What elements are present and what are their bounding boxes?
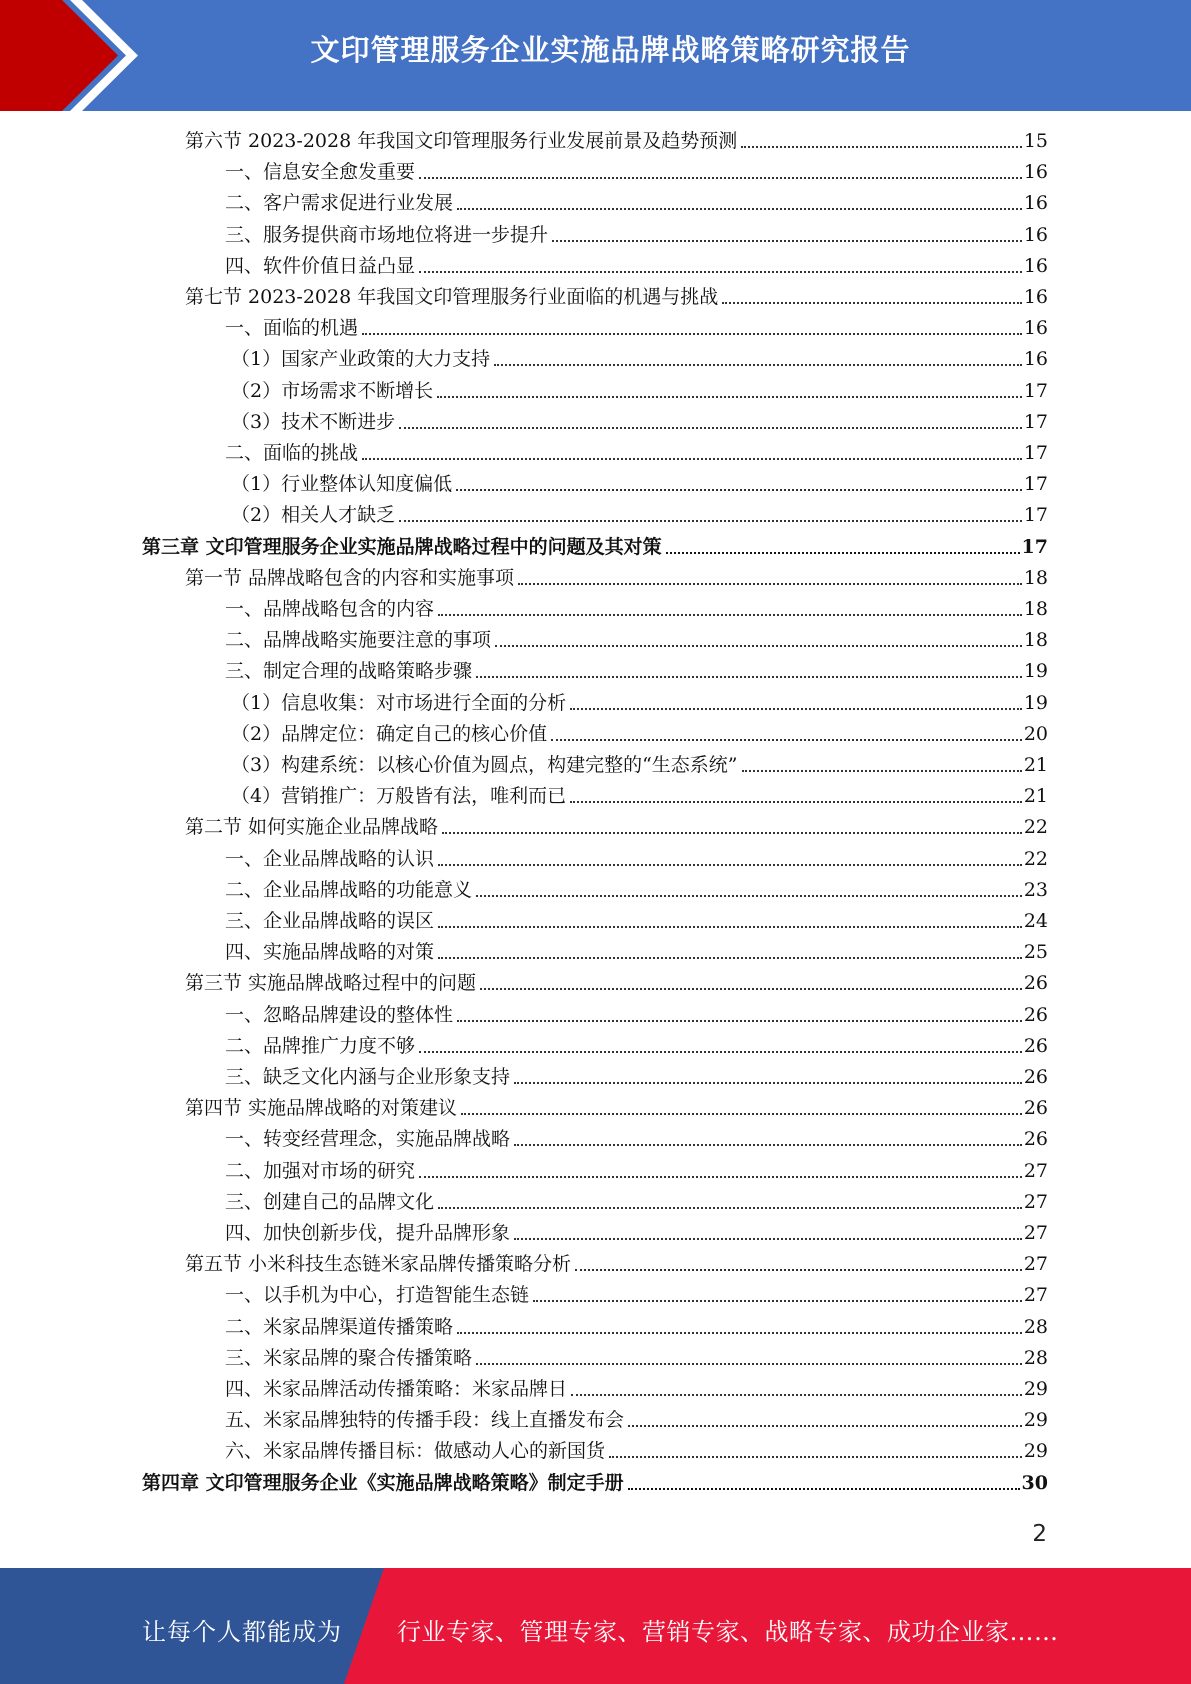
toc-entry-page: 22 — [1023, 816, 1048, 839]
toc-leader-dots — [476, 895, 1022, 897]
toc-entry-label: （3）构建系统：以核心价值为圆点，构建完整的“生态系统” — [231, 754, 738, 776]
toc-leader-dots — [362, 333, 1022, 335]
toc-leader-dots — [362, 458, 1022, 460]
toc-leader-dots — [438, 1207, 1022, 1209]
toc-entry-page: 17 — [1021, 535, 1048, 558]
toc-leader-dots — [476, 1363, 1022, 1365]
toc-subsection-entry[interactable] — [225, 938, 1048, 966]
toc-entry-page: 18 — [1023, 566, 1048, 589]
toc-entry-page: 20 — [1023, 722, 1048, 745]
toc-subsection-entry[interactable] — [231, 782, 1048, 810]
toc-chapter-entry[interactable] — [142, 533, 1048, 561]
toc-leader-dots — [570, 801, 1022, 803]
toc-leader-dots — [494, 364, 1022, 366]
toc-entry-page: 25 — [1023, 941, 1048, 964]
toc-subsection-entry[interactable] — [225, 595, 1048, 623]
toc-leader-dots — [518, 583, 1022, 585]
toc-leader-dots — [399, 427, 1022, 429]
toc-leader-dots — [742, 770, 1022, 772]
toc-leader-dots — [456, 489, 1022, 491]
toc-subsection-entry[interactable] — [225, 252, 1048, 280]
toc-entry-label: （1）行业整体认知度偏低 — [231, 473, 453, 496]
toc-entry-label: 四、实施品牌战略的对策 — [225, 941, 435, 964]
toc-entry-label: （1）信息收集：对市场进行全面的分析 — [231, 691, 567, 714]
toc-leader-dots — [575, 1269, 1022, 1271]
toc-leader-dots — [514, 1238, 1022, 1240]
toc-subsection-entry[interactable] — [225, 439, 1048, 467]
page-number: 2 — [1032, 1521, 1047, 1547]
toc-leader-dots — [438, 864, 1022, 866]
toc-subsection-entry[interactable] — [231, 408, 1048, 436]
toc-subsection-entry[interactable] — [225, 1375, 1048, 1403]
toc-entry-page: 19 — [1023, 660, 1048, 683]
toc-entry-label: （2）市场需求不断增长 — [231, 379, 434, 402]
toc-entry-page: 17 — [1023, 442, 1048, 464]
toc-entry-page: 27 — [1023, 1253, 1048, 1276]
toc-leader-dots — [609, 1456, 1022, 1458]
toc-leader-dots — [570, 708, 1022, 710]
toc-leader-dots — [495, 645, 1022, 647]
toc-subsection-entry[interactable] — [225, 876, 1048, 904]
toc-entry-page: 17 — [1023, 379, 1048, 402]
toc-leader-dots — [437, 396, 1022, 398]
toc-subsection-entry[interactable] — [231, 689, 1048, 717]
toc-entry-label: 一、忽略品牌建设的整体性 — [225, 1003, 454, 1026]
toc-subsection-entry[interactable] — [225, 314, 1048, 342]
toc-leader-dots — [438, 614, 1022, 616]
toc-subsection-entry[interactable] — [231, 501, 1048, 529]
toc-entry-page: 29 — [1023, 1409, 1048, 1432]
toc-entry-page: 24 — [1023, 910, 1048, 932]
toc-entry-label: 三、缺乏文化内涵与企业形象支持 — [225, 1066, 511, 1088]
toc-entry-page: 15 — [1023, 130, 1048, 152]
toc-entry-label: 一、以手机为中心，打造智能生态链 — [225, 1284, 530, 1307]
toc-leader-dots — [419, 1176, 1022, 1178]
toc-entry-label: 六、米家品牌传播目标：做感动人心的新国货 — [225, 1440, 606, 1463]
toc-entry-label: 一、面临的机遇 — [225, 317, 359, 340]
toc-leader-dots — [419, 271, 1022, 273]
toc-entry-page: 26 — [1023, 972, 1048, 995]
toc-entry-label: 第五节 小米科技生态链米家品牌传播策略分析 — [185, 1253, 572, 1276]
toc-entry-label: 第三章 文印管理服务企业实施品牌战略过程中的问题及其对策 — [142, 535, 662, 558]
toc-subsection-entry[interactable] — [225, 1219, 1048, 1247]
toc-entry-label: 二、米家品牌渠道传播策略 — [225, 1315, 454, 1338]
toc-entry-label: （1）国家产业政策的大力支持 — [231, 348, 491, 371]
toc-entry-page: 19 — [1023, 691, 1048, 714]
toc-entry-label: 一、转变经营理念，实施品牌战略 — [225, 1128, 511, 1151]
toc-entry-label: 二、客户需求促进行业发展 — [225, 192, 454, 215]
toc-leader-dots — [457, 208, 1022, 210]
toc-entry-page: 21 — [1023, 785, 1048, 808]
toc-subsection-entry[interactable] — [231, 751, 1048, 779]
toc-leader-dots — [457, 1020, 1022, 1022]
toc-leader-dots — [514, 1082, 1022, 1084]
toc-entry-page: 27 — [1023, 1190, 1048, 1213]
toc-leader-dots — [419, 1051, 1022, 1053]
toc-entry-page: 27 — [1023, 1284, 1048, 1307]
toc-subsection-entry[interactable] — [225, 221, 1048, 249]
toc-entry-label: 二、品牌推广力度不够 — [225, 1034, 416, 1057]
toc-subsection-entry[interactable] — [225, 626, 1048, 654]
document-title: 文印管理服务企业实施品牌战略策略研究报告 — [310, 33, 911, 67]
toc-leader-dots — [480, 988, 1022, 990]
toc-entry-page: 26 — [1023, 1066, 1048, 1088]
toc-entry-label: 二、加强对市场的研究 — [225, 1159, 416, 1182]
toc-subsection-entry[interactable] — [225, 1032, 1048, 1060]
toc-entry-label: 一、信息安全愈发重要 — [225, 161, 416, 184]
toc-leader-dots — [628, 1425, 1022, 1427]
toc-entry-page: 22 — [1023, 847, 1048, 870]
toc-section-entry[interactable] — [185, 813, 1048, 841]
toc-entry-page: 16 — [1023, 223, 1048, 246]
toc-entry-label: 第四章 文印管理服务企业《实施品牌战略策略》制定手册 — [142, 1471, 624, 1494]
toc-section-entry[interactable] — [185, 283, 1048, 311]
toc-section-entry[interactable] — [185, 127, 1048, 155]
toc-subsection-entry[interactable] — [225, 1063, 1048, 1091]
toc-subsection-entry[interactable] — [231, 470, 1048, 498]
toc-entry-label: 第六节 2023-2028 年我国文印管理服务行业发展前景及趋势预测 — [185, 130, 738, 152]
toc-subsection-entry[interactable] — [225, 657, 1048, 685]
toc-subsection-entry[interactable] — [231, 345, 1048, 373]
toc-leader-dots — [476, 676, 1022, 678]
toc-entry-page: 17 — [1023, 410, 1048, 433]
toc-leader-dots — [438, 957, 1022, 959]
toc-subsection-entry[interactable] — [225, 189, 1048, 217]
toc-leader-dots — [571, 1394, 1022, 1396]
toc-leader-dots — [628, 1488, 1020, 1490]
toc-entry-label: 第三节 实施品牌战略过程中的问题 — [185, 972, 477, 995]
toc-entry-label: 第二节 如何实施企业品牌战略 — [185, 816, 439, 839]
toc-entry-page: 18 — [1023, 629, 1048, 652]
toc-entry-label: 三、服务提供商市场地位将进一步提升 — [225, 223, 549, 246]
toc-entry-label: 四、加快创新步伐，提升品牌形象 — [225, 1222, 511, 1244]
page-header — [0, 0, 1191, 111]
toc-entry-label: 第一节 品牌战略包含的内容和实施事项 — [185, 566, 515, 589]
toc-section-entry[interactable] — [185, 564, 1048, 592]
toc-entry-page: 21 — [1023, 754, 1048, 776]
toc-entry-page: 17 — [1023, 473, 1048, 496]
toc-leader-dots — [442, 832, 1022, 834]
toc-entry-label: 三、创建自己的品牌文化 — [225, 1190, 435, 1213]
toc-subsection-entry[interactable] — [225, 158, 1048, 186]
toc-entry-page: 16 — [1023, 192, 1048, 215]
footer-slogan-right: 行业专家、管理专家、营销专家、战略专家、成功企业家…… — [397, 1618, 1059, 1646]
toc-entry-page: 17 — [1023, 504, 1048, 527]
toc-entry-page: 16 — [1023, 348, 1048, 371]
toc-entry-label: 一、企业品牌战略的认识 — [225, 847, 435, 870]
toc-entry-page: 16 — [1023, 317, 1048, 340]
toc-entry-label: （2）品牌定位：确定自己的核心价值 — [231, 722, 548, 745]
toc-entry-label: 三、企业品牌战略的误区 — [225, 910, 435, 932]
toc-entry-page: 27 — [1023, 1222, 1048, 1244]
toc-subsection-entry[interactable] — [225, 1188, 1048, 1216]
toc-entry-page: 16 — [1023, 286, 1048, 308]
toc-subsection-entry[interactable] — [231, 377, 1048, 405]
footer-slogan-left: 让每个人都能成为 — [142, 1618, 342, 1646]
toc-section-entry[interactable] — [185, 1250, 1048, 1278]
page-footer — [0, 1568, 1191, 1684]
toc-leader-dots — [722, 302, 1022, 304]
toc-entry-label: 第四节 实施品牌战略的对策建议 — [185, 1097, 458, 1120]
toc-leader-dots — [552, 240, 1022, 242]
toc-entry-label: 一、品牌战略包含的内容 — [225, 598, 435, 620]
toc-entry-page: 26 — [1023, 1003, 1048, 1026]
toc-subsection-entry[interactable] — [225, 1001, 1048, 1029]
toc-leader-dots — [514, 1144, 1022, 1146]
toc-subsection-entry[interactable] — [225, 1125, 1048, 1153]
toc-leader-dots — [551, 739, 1022, 741]
toc-section-entry[interactable] — [185, 1094, 1048, 1122]
toc-entry-page: 16 — [1023, 161, 1048, 184]
toc-subsection-entry[interactable] — [225, 1157, 1048, 1185]
toc-entry-page: 26 — [1023, 1034, 1048, 1057]
toc-leader-dots — [419, 177, 1022, 179]
toc-leader-dots — [457, 1332, 1022, 1334]
toc-subsection-entry[interactable] — [225, 1344, 1048, 1372]
toc-entry-page: 28 — [1023, 1346, 1048, 1369]
toc-entry-page: 18 — [1023, 598, 1048, 620]
toc-subsection-entry[interactable] — [225, 1437, 1048, 1465]
toc-chapter-entry[interactable] — [142, 1469, 1048, 1497]
toc-entry-label: 五、米家品牌独特的传播手段：线上直播发布会 — [225, 1409, 625, 1432]
toc-leader-dots — [461, 1113, 1022, 1115]
toc-entry-page: 29 — [1023, 1440, 1048, 1463]
toc-entry-label: 三、制定合理的战略策略步骤 — [225, 660, 473, 683]
toc-entry-label: （4）营销推广：万般皆有法，唯利而已 — [231, 785, 567, 808]
toc-entry-label: 二、面临的挑战 — [225, 442, 359, 464]
toc-entry-page: 27 — [1023, 1159, 1048, 1182]
toc-subsection-entry[interactable] — [225, 1406, 1048, 1434]
toc-entry-page: 26 — [1023, 1097, 1048, 1120]
toc-entry-label: 四、米家品牌活动传播策略：米家品牌日 — [225, 1378, 568, 1400]
toc-entry-label: 三、米家品牌的聚合传播策略 — [225, 1346, 473, 1369]
toc-subsection-entry[interactable] — [225, 1281, 1048, 1309]
toc-entry-label: 二、企业品牌战略的功能意义 — [225, 878, 473, 901]
toc-leader-dots — [399, 520, 1022, 522]
toc-entry-page: 28 — [1023, 1315, 1048, 1338]
toc-subsection-entry[interactable] — [225, 907, 1048, 935]
toc-entry-label: 第七节 2023-2028 年我国文印管理服务行业面临的机遇与挑战 — [185, 286, 719, 308]
toc-leader-dots — [438, 926, 1022, 928]
toc-entry-page: 29 — [1023, 1378, 1048, 1400]
toc-leader-dots — [741, 146, 1022, 148]
toc-entry-page: 26 — [1023, 1128, 1048, 1151]
toc-subsection-entry[interactable] — [225, 845, 1048, 873]
toc-entry-page: 16 — [1023, 254, 1048, 277]
toc-subsection-entry[interactable] — [231, 720, 1048, 748]
toc-subsection-entry[interactable] — [225, 1313, 1048, 1341]
toc-entry-label: 二、品牌战略实施要注意的事项 — [225, 629, 492, 652]
toc-entry-label: （3）技术不断进步 — [231, 410, 396, 433]
toc-entry-page: 30 — [1021, 1471, 1048, 1494]
toc-entry-label: 四、软件价值日益凸显 — [225, 254, 416, 277]
toc-section-entry[interactable] — [185, 969, 1048, 997]
toc-entry-page: 23 — [1023, 878, 1048, 901]
toc-entry-label: （2）相关人才缺乏 — [231, 504, 396, 527]
toc-leader-dots — [533, 1300, 1022, 1302]
toc-leader-dots — [666, 552, 1020, 554]
